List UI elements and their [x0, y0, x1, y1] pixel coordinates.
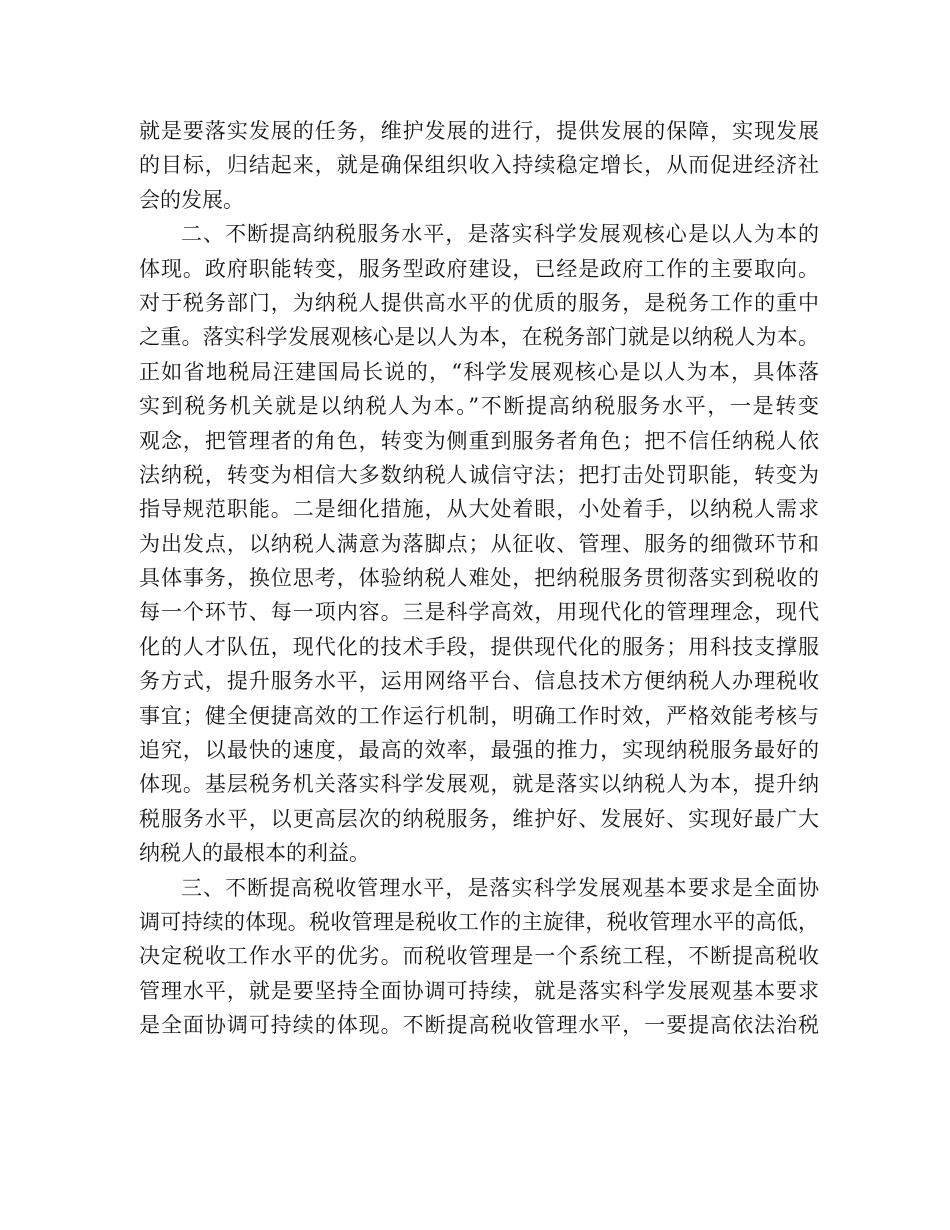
text-line: 会的发展。	[139, 187, 244, 212]
text-line: 事宜；健全便捷高效的工作运行机制，明确工作时效，严格效能考核与	[139, 703, 819, 728]
text-line: 为出发点，以纳税人满意为落脚点；从征收、管理、服务的细微环节和	[139, 531, 819, 556]
text-line: 法纳税，转变为相信大多数纳税人诚信守法；把打击处罚职能，转变为	[139, 462, 819, 487]
text-line: 的目标，归结起来，就是确保组织收入持续稳定增长，从而促进经济社	[139, 153, 819, 178]
text-line: 之重。落实科学发展观核心是以人为本，在税务部门就是以纳税人为本。	[139, 325, 819, 350]
paragraph-start-line: 二、不断提高纳税服务水平，是落实科学发展观核心是以人为本的	[181, 222, 819, 247]
text-line: 纳税人的最根本的利益。	[139, 841, 370, 866]
body-text	[139, 114, 819, 1043]
text-line: 体现。基层税务机关落实科学发展观，就是落实以纳税人为本，提升纳	[139, 772, 819, 797]
text-line: 实到税务机关就是以纳税人为本。”不断提高纳税服务水平，一是转变	[139, 394, 819, 419]
text-line: 体现。政府职能转变，服务型政府建设，已经是政府工作的主要取向。	[139, 256, 819, 281]
text-line: 具体事务，换位思考，体验纳税人难处，把纳税服务贯彻落实到税收的	[139, 566, 819, 591]
text-line: 指导规范职能。二是细化措施，从大处着眼，小处着手，以纳税人需求	[139, 497, 819, 522]
text-line: 追究，以最快的速度，最高的效率，最强的推力，实现纳税服务最好的	[139, 738, 819, 763]
paragraph-start-line: 三、不断提高税收管理水平，是落实科学发展观基本要求是全面协	[181, 875, 819, 900]
text-line: 就是要落实发展的任务，维护发展的进行，提供发展的保障，实现发展	[139, 119, 819, 143]
text-line: 管理水平，就是要坚持全面协调可持续，就是落实科学发展观基本要求	[139, 978, 819, 1003]
text-line: 对于税务部门，为纳税人提供高水平的优质的服务，是税务工作的重中	[139, 290, 819, 315]
text-line: 观念，把管理者的角色，转变为侧重到服务者角色；把不信任纳税人依	[139, 428, 819, 453]
text-line: 正如省地税局汪建国局长说的，“科学发展观核心是以人为本，具体落	[139, 359, 819, 384]
text-line: 调可持续的体现。税收管理是税收工作的主旋律，税收管理水平的高低，	[139, 909, 819, 934]
text-line: 税服务水平，以更高层次的纳税服务，维护好、发展好、实现好最广大	[139, 806, 819, 831]
text-line: 是全面协调可持续的体现。不断提高税收管理水平，一要提高依法治税	[139, 1013, 819, 1038]
text-line: 化的人才队伍，现代化的技术手段，提供现代化的服务；用科技支撑服	[139, 634, 819, 659]
text-line: 每一个环节、每一项内容。三是科学高效，用现代化的管理理念，现代	[139, 600, 819, 625]
text-line: 决定税收工作水平的优劣。而税收管理是一个系统工程，不断提高税收	[139, 944, 819, 969]
text-line: 务方式，提升服务水平，运用网络平台、信息技术方便纳税人办理税收	[139, 669, 819, 694]
